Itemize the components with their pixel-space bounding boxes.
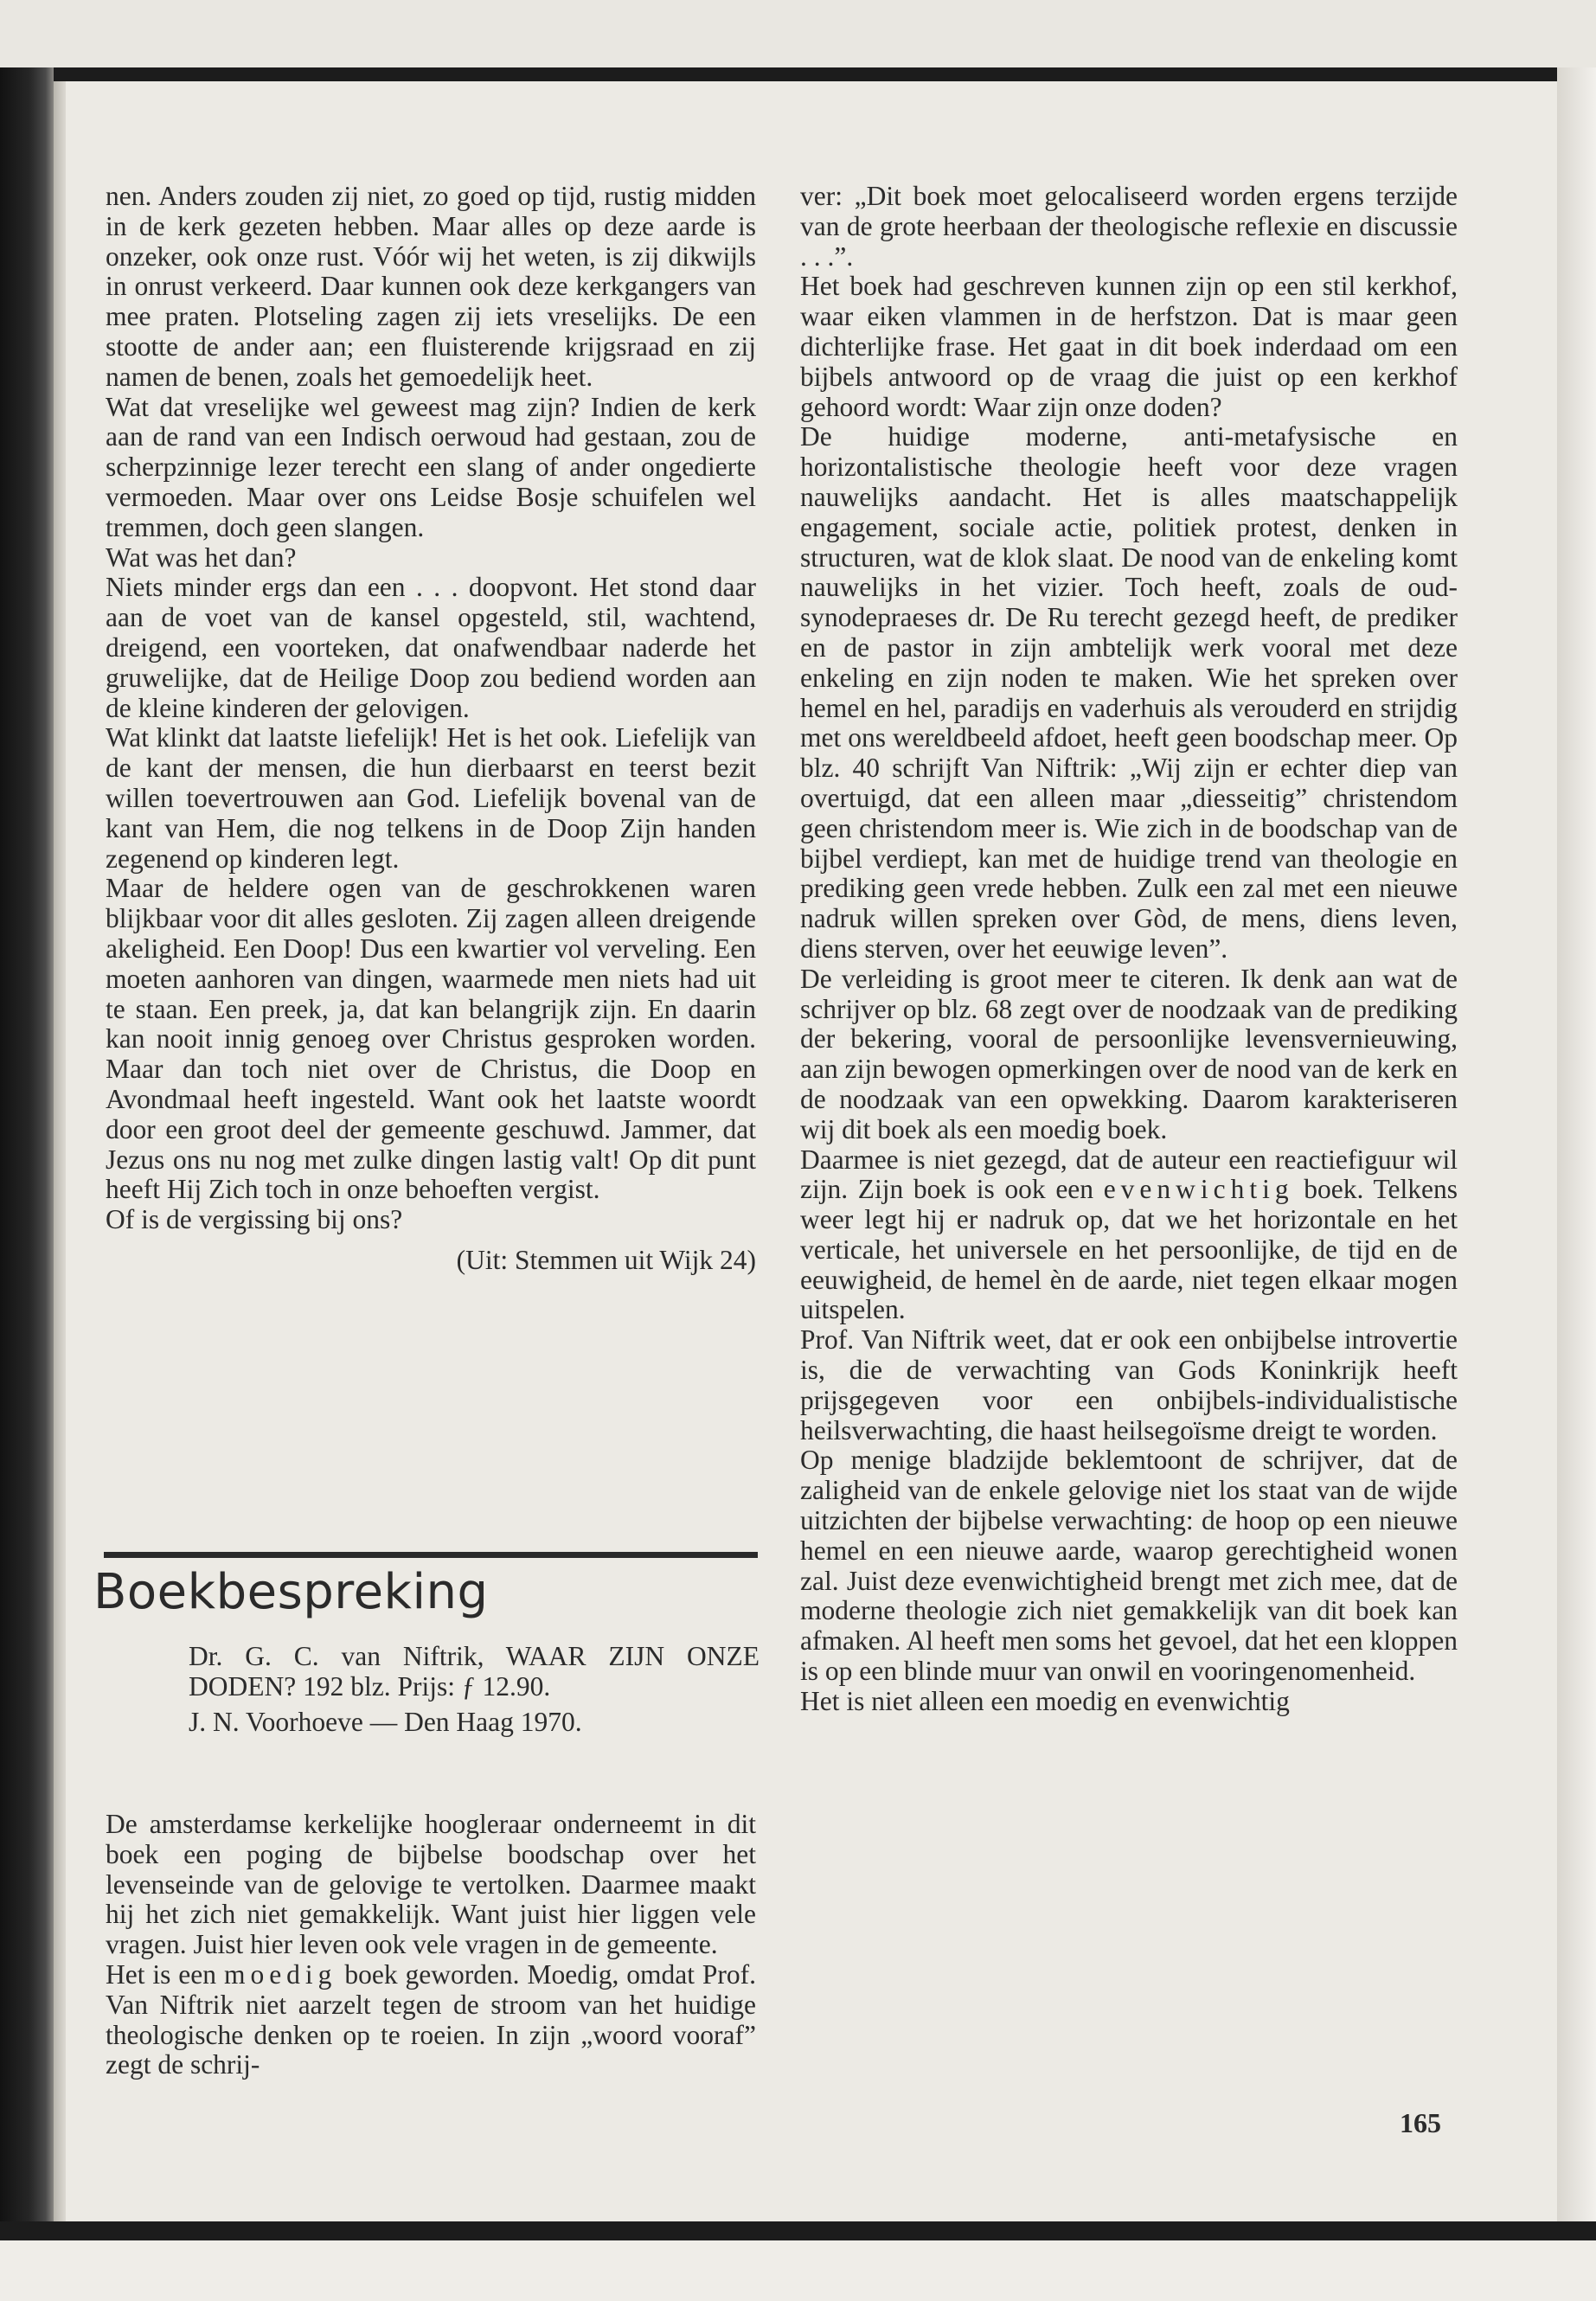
review-paragraph: De amsterdamse kerkelijke hoogleraar onderneemt in dit boek een poging de bijbelse boodschap over het levenseinde van de gelovige te vertolken. Daarmee maakt hij het zich niet gemakkelijk. Want juist hier liggen vele vragen. Juist hier leven ook vele vragen in de gemeente. [106,1809,756,1960]
review-paragraph [106,1960,756,2080]
left-column-article [106,182,756,1276]
review-paragraph: Op menige bladzijde beklemtoont de schrijver, dat de zaligheid van de enkele gelovige niet los staat van de wijde uitzichten der bijbelse verwachting: de hoop op een nieuwe hemel en een nieuwe aarde, waarop gerechtigheid wonen zal. Juist deze evenwichtigheid brengt met zich mee, dat de moderne theologie zich niet gemakkelijk van dit boek kan afmaken. Al heeft men soms het gevoel, dat het een kloppen is op een blinde muur van onwil en vooringenomenheid. [800,1445,1458,1687]
review-paragraph [800,1145,1458,1326]
review-left-column [106,1810,756,2080]
article-paragraph: Wat was het dan? [106,542,297,573]
emphasis-text: moedig [223,1958,337,1990]
review-text: Het is een [106,1958,224,1990]
scan-frame-bottom [0,2221,1596,2240]
review-paragraph: Het boek had geschreven kunnen zijn op een stil kerkhof, waar eiken vlammen in de herfstzon. Dat is maar geen dichterlijke frase. Het gaat in dit boek inderdaad om een bijbels antwoord op de vraag die juist op een kerkhof gehoord wordt: Waar zijn onze doden? [800,271,1458,422]
book-reference [189,1642,760,1737]
section-title: Boekbespreking [93,1564,489,1620]
right-column-review [800,182,1458,1717]
book-publisher-line: J. N. Voorhoeve — Den Haag 1970. [189,1706,582,1737]
page-edge [1557,67,1596,2240]
article-paragraph: Maar de heldere ogen van de geschrokkenen waren blijkbaar voor dit alles gesloten. Zij zagen alleen dreigende akeligheid. Een Doop! Dus een kwartier vol verveling. Een moeten aanhoren van dingen, waarmede men niets had uit te staan. Een preek, ja, dat kan belangrijk zijn. En daarin kan nooit innig genoeg over Christus gesproken worden. Maar dan toch niet over de Christus, die Doop en Avondmaal heeft ingesteld. Want ook het laatste woordt door een groot deel der gemeente geschuwd. Jammer, dat Jezus ons nu nog met zulke dingen lastig valt! Op dit punt heeft Hij Zich toch in onze behoeften vergist. [106,873,756,1205]
scan-frame-top [0,67,1596,81]
scan-margin [0,2240,1596,2301]
article-paragraph: Wat klinkt dat laatste liefelijk! Het is het ook. Liefelijk van de kant der mensen, die hun dierbaarst en teerst bezit willen toevertrouwen aan God. Liefelijk bovenal van de kant van Hem, die nog telkens in de Doop Zijn handen zegenend op kinderen legt. [106,722,756,874]
review-paragraph: De verleiding is groot meer te citeren. Ik denk aan wat de schrijver op blz. 68 zegt over de noodzaak van de prediking der bekering, vooral de persoonlijke levensvernieuwing, aan zijn bewogen opmerkingen over de nood van de kerk en de noodzaak van een opwekking. Daarom karakteriseren wij dit boek als een moedig boek. [800,963,1458,1144]
emphasis-text: evenwichtig [1103,1174,1294,1205]
article-paragraph: Niets minder ergs dan een . . . doopvont. Het stond daar aan de voet van de kansel opgesteld, stil, wachtend, dreigend, een voorteken, dat onafwendbaar naderde het gruwelijke, dat de Heilige Doop zou bediend worden aan de kleine kinderen der gelovigen. [106,572,756,723]
book-title-line: Dr. G. C. van Niftrik, WAAR ZIJN ONZE DODEN? 192 blz. Prijs: ƒ 12.90. [189,1641,760,1702]
review-paragraph: Prof. Van Niftrik weet, dat er ook een onbijbelse introvertie is, die de verwachting van Gods Koninkrijk heeft prijsgegeven voor een onbijbels-individualistische heilsverwachting, die haast heilsegoïsme dreigt te worden. [800,1324,1458,1445]
article-paragraph: nen. Anders zouden zij niet, zo goed op tijd, rustig midden in de kerk gezeten hebben. Maar alles op deze aarde is onzeker, ook onze rust. Vóór wij het weten, is zij dikwijls in onrust verkeerd. Daar kunnen ook deze kerkgangers van mee praten. Plotseling zagen zij iets vreselijks. De een stootte de ander aan; een fluisterende krijgsraad en zij namen de benen, zoals het gemoedelijk heet. [106,181,756,392]
page-gutter [54,81,66,2221]
review-paragraph: Het is niet alleen een moedig en evenwichtig [800,1685,1290,1716]
review-text: Daarmee is niet gezegd, dat de auteur een reactiefiguur wil zijn. Zijn boek is ook een [800,1144,1458,1205]
review-paragraph: De huidige moderne, anti-metafysische en horizontalistische theologie heeft voor deze vragen nauwelijks aandacht. Het is alles maatschappelijk engagement, sociale actie, politiek protest, denken in structuren, wat de klok slaat. De nood van de enkeling komt nauwelijks in het vizier. Toch heeft, zoals de oud-synodepraeses dr. De Ru terecht gezegd heeft, de prediker en de pastor in zijn ambtelijk werk vooral met deze enkeling en zijn noden te maken. Wie het spreken over hemel en hel, paradijs en vaderhuis als verouderd en strijdig met ons wereldbeeld afdoet, heeft geen boodschap meer. Op blz. 40 schrijft Van Niftrik: „Wij zijn er echter diep van overtuigd, dat een alleen maar „diesseitig” christendom geen christendom meer is. Wie zich in de boodschap van de bijbel verdiept, kan met de huidige trend van theologie en prediking geen vrede hebben. Zulk een zal met een nieuwe nadruk willen spreken over Gòd, de mens, diens leven, diens sterven, over het eeuwige leven”. [800,421,1458,964]
article-paragraph: Wat dat vreselijke wel geweest mag zijn? Indien de kerk aan de rand van een Indisch oerwoud had gestaan, zou de scherpzinnige lezer terecht een slang of ander ongedierte vermoeden. Maar over ons Leidse Bosje schuifelen wel tremmen, doch geen slangen. [106,391,756,542]
review-text: boek geworden. Moedig, omdat Prof. Van Niftrik niet aarzelt tegen de stroom van het huidige theologische denken op te roeien. In zijn „woord vooraf” zegt de schrij- [106,1958,756,2080]
page-number: 165 [1400,2107,1441,2138]
review-paragraph: ver: „Dit boek moet gelocaliseerd worden ergens terzijde van de grote heerbaan der theologische reflexie en discussie . . .”. [800,181,1458,272]
review-text: boek. Telkens weer legt hij er nadruk op, dat we het horizontale en het verticale, het universele en het persoonlijke, de tijd en de eeuwigheid, de hemel èn de aarde, niet tegen elkaar mogen uitspelen. [800,1174,1458,1325]
article-attribution: (Uit: Stemmen uit Wijk 24) [456,1244,756,1275]
section-divider [104,1552,758,1558]
article-paragraph: Of is de vergissing bij ons? [106,1204,403,1235]
book-spine [0,67,54,2240]
